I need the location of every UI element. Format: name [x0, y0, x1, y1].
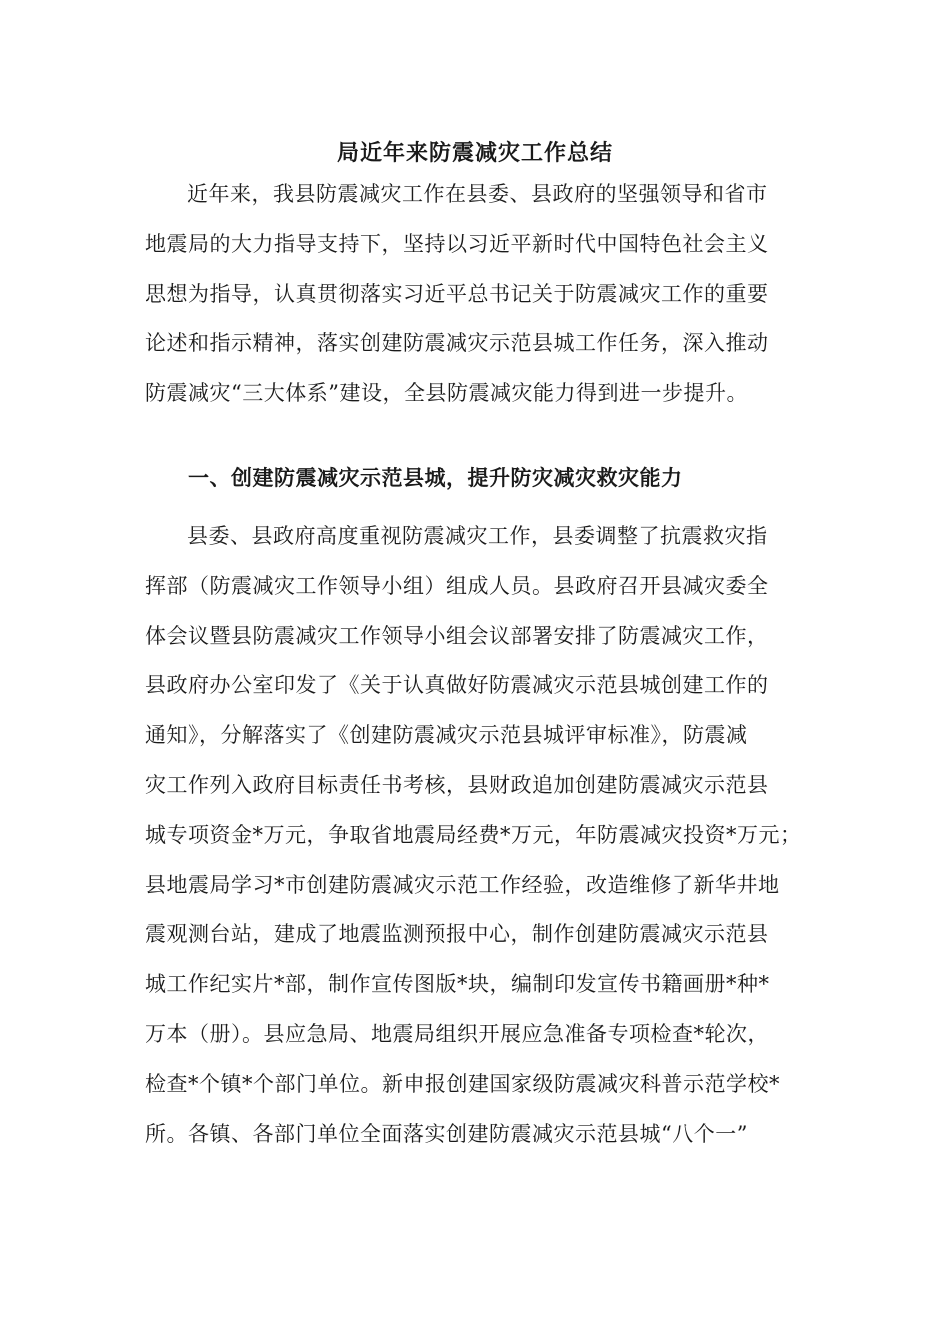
section-line: 城工作纪实片*部，制作宣传图版*块，编制印发宣传书籍画册*种*	[145, 972, 770, 997]
section-line: 县委、县政府高度重视防震减灾工作，县委调整了抗震救灾指	[187, 524, 768, 548]
intro-line: 防震减灾“三大体系”建设，全县防震减灾能力得到进一步提升。	[145, 381, 748, 406]
intro-paragraph	[145, 170, 817, 419]
intro-line: 近年来，我县防震减灾工作在县委、县政府的坚强领导和省市	[187, 182, 768, 206]
section-line: 县地震局学习*市创建防震减灾示范工作经验，改造维修了新华井地	[145, 872, 780, 897]
section-line: 万本（册）。县应急局、地震局组织开展应急准备专项检查*轮次，	[145, 1021, 769, 1046]
section-line: 城专项资金*万元，争取省地震局经费*万元，年防震减灾投资*万元；	[145, 822, 802, 847]
section-paragraph	[145, 512, 817, 1159]
section-line: 县政府办公室印发了《关于认真做好防震减灾示范县城创建工作的	[145, 673, 769, 698]
intro-line: 地震局的大力指导支持下，坚持以习近平新时代中国特色社会主义	[145, 231, 769, 256]
section-line: 灾工作列入政府目标责任书考核，县财政追加创建防震减灾示范县	[145, 772, 769, 797]
section-line: 体会议暨县防震减灾工作领导小组会议部署安排了防震减灾工作，	[145, 623, 769, 648]
section-line: 所。各镇、各部门单位全面落实创建防震减灾示范县城“八个一”	[145, 1121, 748, 1146]
intro-line: 论述和指示精神，落实创建防震减灾示范县城工作任务，深入推动	[145, 331, 769, 356]
section-heading: 一、创建防震减灾示范县城，提升防灾减灾救灾能力	[188, 465, 683, 490]
section-line: 检查*个镇*个部门单位。新申报创建国家级防震减灾科普示范学校*	[145, 1071, 780, 1096]
section-line: 挥部（防震减灾工作领导小组）组成人员。县政府召开县减灾委全	[145, 573, 769, 598]
section-line: 震观测台站，建成了地震监测预报中心，制作创建防震减灾示范县	[145, 922, 769, 947]
document-title: 局近年来防震减灾工作总结	[336, 140, 613, 166]
section-line: 通知》，分解落实了《创建防震减灾示范县城评审标准》，防震减	[145, 723, 748, 748]
intro-line: 思想为指导，认真贯彻落实习近平总书记关于防震减灾工作的重要	[145, 281, 769, 306]
